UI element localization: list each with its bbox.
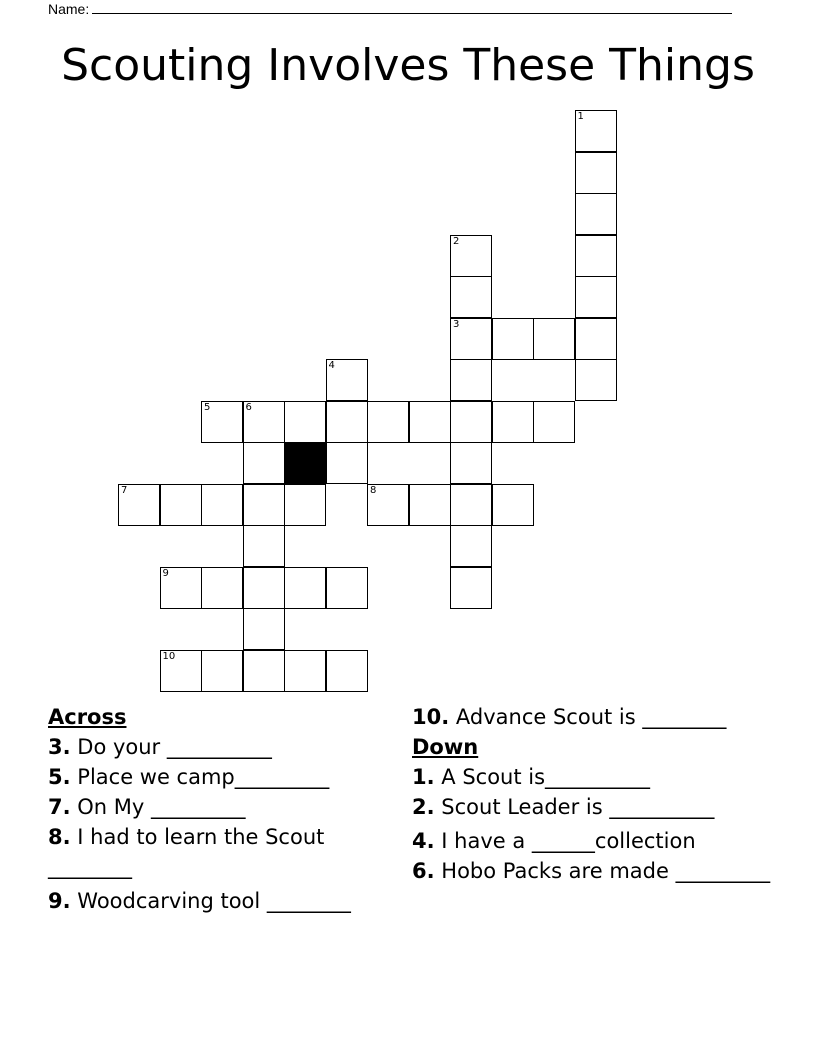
clue-number: 5: [204, 401, 211, 413]
grid-cell[interactable]: [243, 484, 285, 526]
grid-cell[interactable]: [450, 525, 492, 567]
clue-number: 4: [328, 360, 335, 371]
clue-number: 10: [162, 650, 176, 662]
clue-across-10: 10. Advance Scout is ________: [412, 705, 727, 729]
clues-right-column: [412, 702, 772, 886]
across-heading: Across: [48, 705, 127, 729]
grid-cell[interactable]: [450, 401, 492, 443]
grid-cell[interactable]: [243, 650, 285, 692]
grid-cell[interactable]: [575, 235, 617, 277]
grid-cell[interactable]: [284, 567, 326, 609]
grid-cell[interactable]: [243, 567, 285, 609]
grid-cell[interactable]: [492, 318, 534, 360]
grid-cell[interactable]: [243, 608, 285, 650]
grid-cell[interactable]: [367, 401, 409, 443]
grid-cell[interactable]: [575, 318, 617, 360]
grid-cell[interactable]: [575, 110, 617, 152]
grid-cell[interactable]: [243, 442, 285, 484]
grid-cell[interactable]: [284, 484, 326, 526]
clue-down-4: 4. I have a ______collection: [412, 829, 696, 853]
grid-cell[interactable]: [326, 567, 368, 609]
clue-number: 3: [453, 318, 460, 330]
clue-across-5: 5. Place we camp_________: [48, 765, 330, 789]
grid-cell[interactable]: [492, 401, 534, 443]
grid-cell[interactable]: [201, 401, 243, 443]
grid-cell[interactable]: [284, 401, 326, 443]
grid-cell[interactable]: [409, 401, 451, 443]
grid-cell[interactable]: [450, 235, 492, 277]
grid-cell[interactable]: [450, 442, 492, 484]
name-label: Name:: [48, 1, 90, 17]
grid-cell[interactable]: [575, 152, 617, 194]
grid-cell[interactable]: [201, 567, 243, 609]
down-heading: Down: [412, 735, 479, 759]
grid-cell[interactable]: [450, 484, 492, 526]
clue-number: 7: [121, 484, 128, 496]
grid-cell[interactable]: [201, 484, 243, 526]
grid-cell[interactable]: [533, 318, 575, 360]
grid-cell[interactable]: [450, 276, 492, 318]
clue-number: 2: [453, 235, 460, 247]
grid-cell[interactable]: [367, 484, 409, 526]
grid-cell[interactable]: [326, 359, 368, 401]
grid-cell[interactable]: [575, 359, 617, 401]
grid-cell[interactable]: [326, 401, 368, 443]
clue-across-7: 7. On My _________: [48, 795, 246, 819]
grid-cell[interactable]: [533, 401, 575, 443]
grid-cell[interactable]: [326, 442, 368, 484]
clue-number: 8: [370, 484, 377, 496]
clue-down-2: 2. Scout Leader is __________: [412, 795, 715, 819]
clue-number: 1: [577, 111, 584, 122]
clue-number: 6: [245, 401, 252, 413]
grid-cell[interactable]: [243, 525, 285, 567]
grid-cell[interactable]: [201, 650, 243, 692]
clue-across-9: 9. Woodcarving tool ________: [48, 889, 351, 913]
grid-cell[interactable]: [160, 650, 202, 692]
grid-cell[interactable]: [118, 484, 160, 526]
clue-down-6: 6. Hobo Packs are made _________: [412, 859, 771, 883]
grid-cell[interactable]: [243, 401, 285, 443]
clues-left-column: [48, 702, 378, 916]
clue-across-3: 3. Do your __________: [48, 735, 272, 759]
grid-cell[interactable]: [450, 318, 492, 360]
grid-cell[interactable]: [450, 567, 492, 609]
puzzle-title: Scouting Involves These Things: [61, 40, 755, 91]
grid-cell[interactable]: [284, 650, 326, 692]
grid-cell[interactable]: [160, 484, 202, 526]
grid-cell-block: [284, 442, 326, 484]
clue-down-1: 1. A Scout is__________: [412, 765, 651, 789]
grid-cell[interactable]: [326, 650, 368, 692]
clue-number: 9: [162, 567, 169, 579]
grid-cell[interactable]: [492, 484, 534, 526]
grid-cell[interactable]: [160, 567, 202, 609]
grid-cell[interactable]: [450, 359, 492, 401]
clue-across-8: 8. I had to learn the Scout ________: [48, 825, 325, 879]
grid-cell[interactable]: [575, 193, 617, 235]
grid-cell[interactable]: [575, 276, 617, 318]
grid-cell[interactable]: [409, 484, 451, 526]
